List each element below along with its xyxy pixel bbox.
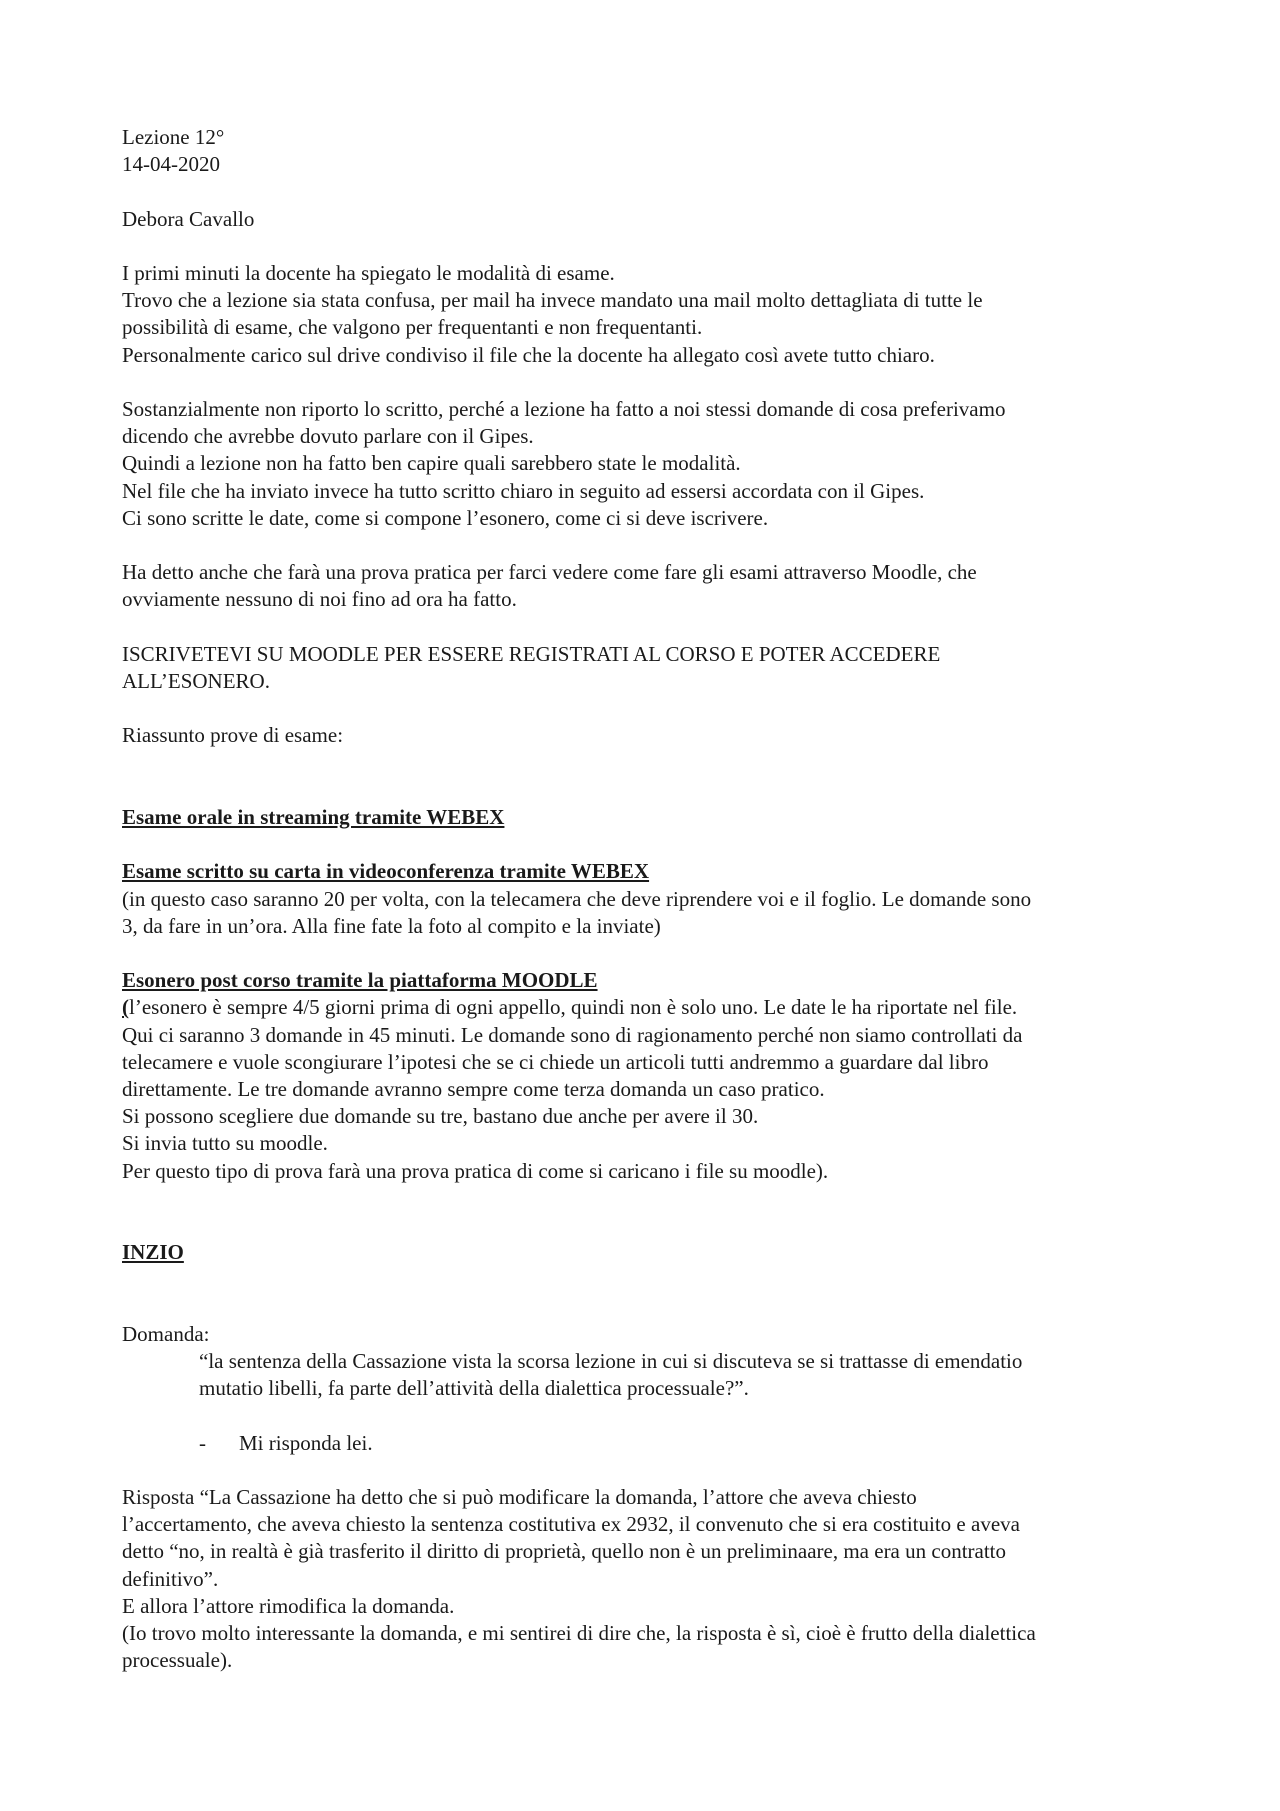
text-line: Ha detto anche che farà una prova pratica per farci vedere come fare gli esami attraverso Moodle, che [122,560,977,585]
spacer [122,1402,1162,1429]
text-fragment: l’esonero è sempre 4/5 giorni prima di ogni appello, quindi non è solo uno. Le date le ha riportate nel file. [129,995,1018,1020]
text-line: l’accertamento, che aveva chiesto la sentenza costitutiva ex 2932, il convenuto che si era costituito e aveva [122,1512,1020,1537]
text-line: Qui ci saranno 3 domande in 45 minuti. Le domande sono di ragionamento perché non siamo controllati da [122,1022,1023,1047]
text-line: Sostanzialmente non riporto lo scritto, perché a lezione ha fatto a noi stessi domande di cosa preferivamo [122,396,1006,421]
spacer [122,777,1162,804]
spacer [122,1294,1162,1321]
open-paren: ( [122,995,129,1020]
text-line: Risposta “La Cassazione ha detto che si può modificare la domanda, l’attore che aveva chiesto [122,1484,917,1509]
text-line: definitivo”. [122,1566,219,1591]
question-quote-line: mutatio libelli, fa parte dell’attività della dialettica processuale?”. [199,1376,749,1401]
text-line: Nel file che ha inviato invece ha tutto scritto chiaro in seguito ad essersi accordata con il Gipes. [122,478,925,503]
spacer [122,614,1162,641]
text-line: telecamere e vuole scongiurare l’ipotesi che se ci chiede un articoli tutti andremmo a guardare dal libro [122,1049,989,1074]
lesson-number: Lezione 12° [122,125,225,149]
start-heading: INZIO [122,1240,184,1265]
text-line: Personalmente carico sul drive condiviso il file che la docente ha allegato così avete tutto chiaro. [122,342,935,367]
spacer [122,532,1162,559]
reply-prompt-item [122,1430,1162,1457]
text-line [122,994,1162,1021]
text-line: (Io trovo molto interessante la domanda, e mi sentirei di dire che, la risposta è sì, cioè è frutto della dialettica [122,1620,1036,1645]
spacer [122,178,1162,205]
exam-esonero-heading: Esonero post corso tramite la piattaforma MOODLE [122,968,598,993]
question-label: Domanda: [122,1321,210,1346]
text-line: Trovo che a lezione sia stata confusa, per mail ha invece mandato una mail molto dettagliata di tutte le [122,288,983,313]
text-line: ALL’ESONERO. [122,668,270,693]
spacer [122,831,1162,858]
text-line: E allora l’attore rimodifica la domanda. [122,1593,455,1618]
text-line: Quindi a lezione non ha fatto ben capire quali sarebbero state le modalità. [122,451,741,476]
moodle-test-paragraph [122,559,1162,613]
text-line: (in questo caso saranno 20 per volta, con la telecamera che deve riprendere voi e il foglio. Le domande sono [122,886,1032,911]
text-line: processuale). [122,1648,233,1673]
text-line: ISCRIVETEVI SU MOODLE PER ESSERE REGISTRATI AL CORSO E POTER ACCEDERE [122,641,941,666]
text-line: I primi minuti la docente ha spiegato le modalità di esame. [122,260,615,285]
exam-written-section [122,858,1162,940]
spacer [122,1457,1162,1484]
question-quote-line: “la sentenza della Cassazione vista la scorsa lezione in cui si discuteva se si trattasse di emendatio [199,1348,1023,1373]
notice-paragraph [122,641,1162,695]
spacer [122,695,1162,722]
spacer [122,1212,1162,1239]
author-name: Debora Cavallo [122,206,255,231]
spacer [122,369,1162,396]
summary-paragraph [122,396,1162,532]
document-page [122,124,1162,1674]
text-line: direttamente. Le tre domande avranno sempre come terza domanda un caso pratico. [122,1076,825,1101]
intro-paragraph [122,260,1162,369]
exam-esonero-section [122,967,1162,1185]
text-line: dicendo che avrebbe dovuto parlare con il Gipes. [122,424,534,449]
text-line: detto “no, in realtà è già trasferito il diritto di proprietà, quello non è un preliminaare, ma era un contratto [122,1539,1007,1564]
text-line: Si possono scegliere due domande su tre, bastano due anche per avere il 30. [122,1104,759,1129]
text-line: Per questo tipo di prova farà una prova pratica di come si caricano i file su moodle). [122,1158,829,1183]
reply-prompt-text: Mi risponda lei. [239,1430,373,1455]
text-line: ovviamente nessuno di noi fino ad ora ha fatto. [122,587,517,612]
exam-oral-heading: Esame orale in streaming tramite WEBEX [122,804,505,829]
text-line: Si invia tutto su moodle. [122,1131,328,1156]
spacer [122,1266,1162,1293]
exam-summary-label: Riassunto prove di esame: [122,723,344,748]
lesson-date: 14-04-2020 [122,152,220,177]
text-line: possibilità di esame, che valgono per frequentanti e non frequentanti. [122,315,703,340]
spacer [122,233,1162,260]
dash-bullet: - [199,1430,206,1455]
spacer [122,750,1162,777]
spacer [122,940,1162,967]
text-line: Ci sono scritte le date, come si compone l’esonero, come ci si deve iscrivere. [122,505,769,530]
question-section [122,1321,1162,1457]
exam-written-heading: Esame scritto su carta in videoconferenza tramite WEBEX [122,859,650,884]
spacer [122,1185,1162,1212]
answer-paragraph [122,1484,1162,1674]
text-line: 3, da fare in un’ora. Alla fine fate la foto al compito e la inviate) [122,913,661,938]
